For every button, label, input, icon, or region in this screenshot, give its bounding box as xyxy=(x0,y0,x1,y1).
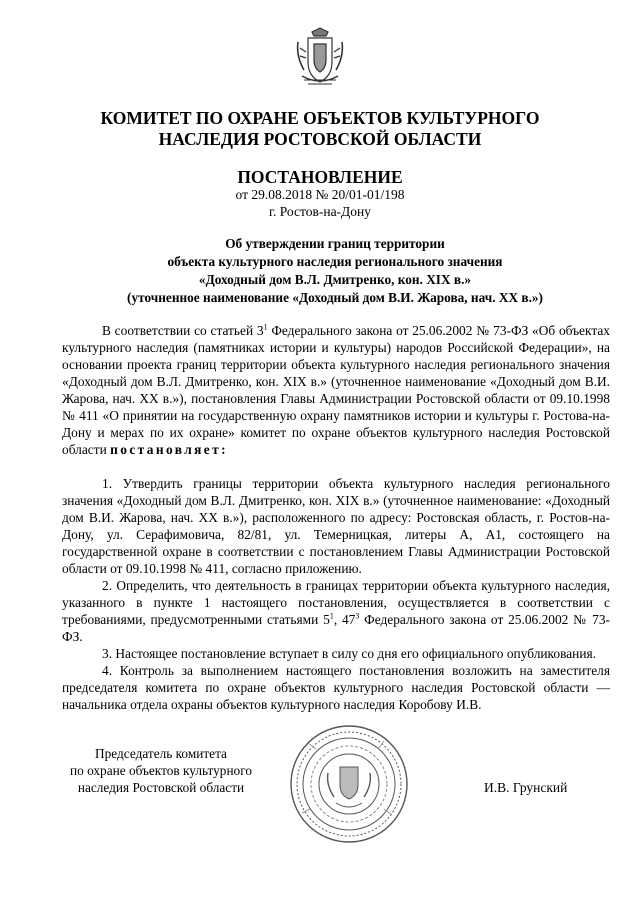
position-line: по охране объектов культурного xyxy=(70,763,252,778)
position-line: наследия Ростовской области xyxy=(77,780,245,795)
clause-3: 3. Настоящее постановление вступает в силу со дня его официального опубликования. xyxy=(102,646,596,661)
subject-line: объекта культурного наследия регионального значения xyxy=(167,254,503,269)
decree-subject xyxy=(60,235,610,307)
decision-word: постановляет: xyxy=(110,442,228,457)
committee-title-line: НАСЛЕДИЯ РОСТОВСКОЙ ОБЛАСТИ xyxy=(158,129,482,149)
clause-1: 1. Утвердить границы территории объекта культурного наследия регионального значения «Доходный дом В.Л. Дмитренко, кон. XIX в.» (уточненное наименование: «Доходный дом В.И. Жарова, нач. XX в.»), расположенного по адресу: Ростовская область, г. Ростов-на-Дону, ул. Серафимовича, 82/81, ул. Темерницкая, литеры А, А1, состоящего на государственной охране в соответствии с постановлением Главы Администрации Ростовской области от 09.10.1998 № 411, согласно приложению. xyxy=(62,476,610,576)
decree-date: от 29.08.2018 № 20/01-01/198 xyxy=(235,187,405,202)
decree-city: г. Ростов-на-Дону xyxy=(268,204,371,219)
committee-title xyxy=(70,108,570,150)
clause-2: 2. Определить, что деятельность в границах территории объекта культурного наследия, указанного в пункте 1 настоящего постановления, осуществляется в соответствии с требованиями, предусмотренными статьями $5^1$, $47^3$ Федерального закона от 25.06.2002 № 73-ФЗ. xyxy=(62,578,610,644)
clause-4: 4. Контроль за выполнением настоящего постановления возложить на заместителя председателя комитета по охране объектов культурного наследия Ростовской области — начальника отдела охраны объектов культурного наследия Коробову И.В. xyxy=(62,663,610,712)
subject-line: (уточненное наименование «Доходный дом В.И. Жарова, нач. XX в.») xyxy=(127,290,543,305)
committee-title-line: КОМИТЕТ ПО ОХРАНЕ ОБЪЕКТОВ КУЛЬТУРНОГО xyxy=(100,108,540,128)
decree-body xyxy=(62,322,610,713)
decree-title: ПОСТАНОВЛЕНИЕ xyxy=(237,167,403,187)
subject-line: «Доходный дом В.Л. Дмитренко, кон. XIX в.» xyxy=(198,272,472,287)
official-seal-icon xyxy=(288,723,410,845)
signatory-position xyxy=(48,745,274,796)
signatory-name: И.В. Грунский xyxy=(484,780,568,795)
preamble-paragraph: В соответствии со статьей $3^1$ Федерального закона от 25.06.2002 № 73-ФЗ «Об объектах культурного наследия (памятниках истории и культуры) народов Российской Федерации», на основании проекта границ территории объекта культурного наследия регионального значения «Доходный дом В.Л. Дмитренко, кон. XIX в.» (уточненное наименование «Доходный дом В.И. Жарова, нач. XX в.»), постановления Главы Администрации Ростовской области от 09.10.1998 № 411 «О принятии на государственную охрану памятников истории и культуры г. Ростова-на-Дону и мерах по их охране» комитет по охране объектов культурного наследия Ростовской области постановляет: xyxy=(62,322,610,457)
coat-of-arms-icon xyxy=(294,26,346,90)
subject-line: Об утверждении границ территории xyxy=(225,236,445,251)
position-line: Председатель комитета xyxy=(95,746,227,761)
